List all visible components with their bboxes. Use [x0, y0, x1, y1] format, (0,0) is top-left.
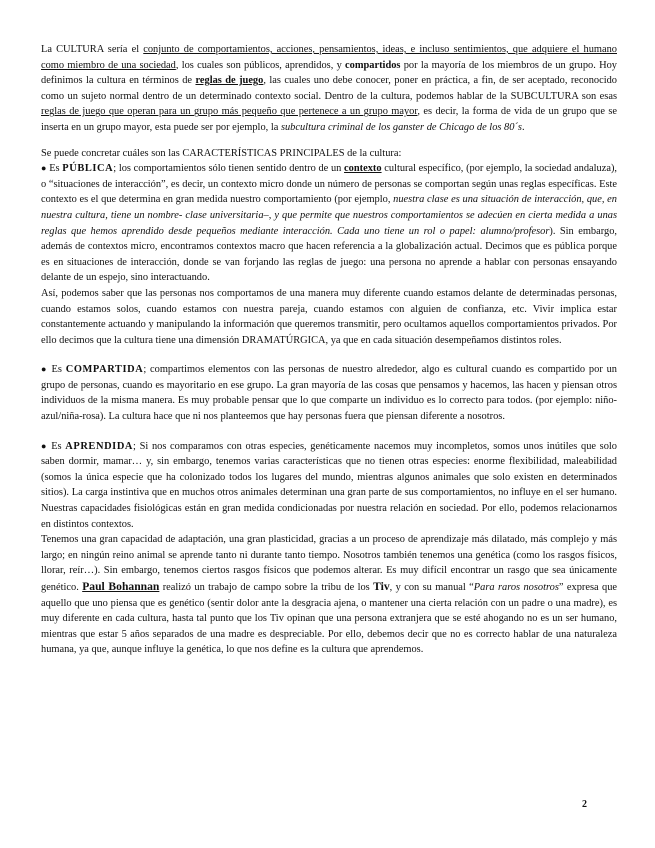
- publica-example: nuestra clase es una situación de interacción, que, en nuestra cultura, tiene un nombre- clase universitaria–, y que permite que nuestros comportamientos se adecúen en cierta medida a unas reglas que hemos aprendido desde pequeños mediante interacción. Cada uno tiene un rol o papel: alumno/profesor: [41, 194, 617, 237]
- text-span: Es: [46, 163, 63, 175]
- author-name: Paul Bohannan: [82, 580, 160, 593]
- characteristics-intro: Se puede concretar cuáles son las CARACTERÍSTICAS PRINCIPALES de la cultura:: [41, 147, 402, 159]
- keyword-compartida: COMPARTIDA: [65, 364, 144, 376]
- section-publica: [41, 161, 617, 286]
- text-span: por la mayoría de los miembros de un grupo. Hoy definimos la cultura en términos de: [41, 59, 617, 87]
- bullet-icon: ●: [41, 440, 48, 451]
- keyword-reglas-de-juego: reglas de juego: [195, 75, 264, 87]
- page-number: 2: [582, 799, 587, 810]
- text-span: realizó un trabajo de campo sobre la tribu de los: [159, 582, 374, 593]
- bullet-icon: ●: [41, 163, 47, 174]
- text-span: , los cuales son públicos, aprendidos, y: [175, 59, 346, 71]
- text-span: ; compartimos elementos con las personas de nuestro alrededor, algo es cultural cuando es compartido por un grupo de personas, cuando es mayoritario en ese grupo. La gran mayoría de las cosas que pensamos y hacemos, las hacen y piensan otros individuos de la misma manera. Es muy probable pensar que lo que comparte un individuo es lo correcto para todos. (por ejemplo: niño-azul/niña-rosa). La cultura hace que ni nos planteemos que hay personas fuera que piensan diferente a nosotros.: [41, 364, 617, 423]
- bullet-icon: ●: [41, 364, 48, 375]
- text-span: , y con su manual “: [389, 582, 474, 593]
- text-span: , es decir, la forma de vida de un grupo que se inserta en un grupo mayor, esta puede ser por ejemplo, la: [41, 106, 617, 133]
- document-body: [41, 42, 617, 658]
- intro-paragraph: [41, 42, 617, 136]
- tribe-name: Tiv: [373, 580, 390, 593]
- section-aprendida: [41, 439, 617, 533]
- text-span: La CULTURA sería el: [41, 44, 144, 55]
- keyword-aprendida: APRENDIDA: [65, 440, 134, 452]
- section-compartida: [41, 362, 617, 424]
- keyword-compartidos: compartidos: [345, 59, 401, 71]
- text-span: Tenemos una gran capacidad de adaptación, una gran plasticidad, gracias a un proceso de aprendizaje más dilatado, más complejo y más largo; en ningún reino animal se aprende tanto ni durante tanto tiempo. Nosotros también tenemos una genética (como los rasgos físicos, llorar, reír…). Sin embargo, tenemos ciertos rasgos físicos que podemos alterar. Es muy difícil encontrar un rasgo que sea únicamente genético.: [41, 534, 617, 593]
- text-span: .: [521, 121, 525, 133]
- manual-title: Para raros nosotros: [473, 582, 559, 593]
- culture-definition: conjunto de comportamientos, acciones, pensamientos, ideas, e incluso sentimientos, que adquiere el humano como miembro de una sociedad: [41, 44, 617, 71]
- subculture-example: subcultura criminal de los ganster de Chicago de los 80´s: [280, 121, 522, 133]
- text-span: , las cuales uno debe conocer, poner en práctica, a fin, de ser aceptado, reconocido como un sujeto normal dentro de un determinado contexto social. Dentro de la cultura, podemos hablar de la SUBCULTURA son esas: [41, 75, 618, 102]
- aprendida-paragraph-2: [41, 532, 617, 658]
- text-span: cultural específico, (por ejemplo, la sociedad andaluza), o “situaciones de interacción”, es decir, un contexto micro donde un número de personas se comportan según unas reglas específicas. Este contexto es el que determina en gran medida nuestro comportamiento (por ejemplo,: [41, 163, 618, 206]
- publica-paragraph-2: Así, podemos saber que las personas nos comportamos de una manera muy diferente cuando estamos delante de determinadas personas, cuando estamos solos, cuando estamos con nuestra pareja, cuando estamos con alguien de confianza, etc. Vivir implica estar constantemente actuando y manipulando la información que queremos transmitir, pero ocultamos aquellos comportamientos privados. Por ello decimos que la cultura tiene una dimensión DRAMATÚRGICA, ya que en cada situación desempeñamos distintos roles.: [41, 287, 617, 346]
- keyword-publica: PÚBLICA: [62, 163, 114, 175]
- text-span: ; los comportamientos sólo tienen sentido dentro de un: [113, 163, 345, 175]
- subculture-definition: reglas de juego que operan para un grupo más pequeño que pertenece a un grupo mayor: [41, 106, 418, 118]
- text-span: Es: [47, 364, 66, 376]
- text-span: ; Si nos comparamos con otras especies, genéticamente nacemos muy incompletos, somos unos inútiles que solo saben dormir, mamar… y, sin embargo, tenemos varias características que no tienen otras especies: enorme flexibilidad, maleabilidad (somos la única especie que ha colonizado todos los lugares del mundo, mientras algunos animales que solo existen en determinados sitios). La carga instintiva que en muchos otros animales determinan una gran parte de sus comportamientos, no influye en el ser humano. Nuestras capacidades fisiológicas están en gran medida condicionadas por nuestra relación en sociedad. Por ello, podemos relacionarnos en distintos contextos.: [41, 440, 618, 530]
- text-span: Es: [47, 440, 66, 452]
- text-span: ). Sin embargo, además de contextos micro, encontramos contextos macro que hacen referencia a la globalización actual. Decimos que es pública porque es en situaciones de interacción, donde se van forjando las reglas de juego: una persona no aprende a hablar con personas ensayando delante de un espejo, sino interactuando.: [41, 225, 617, 284]
- text-span: ” expresa que aquello que uno piensa que es genético (sentir dolor ante la desgracia ajena, o mantener una cierta relación con un padre o una madre), es muy diferente en cada cultura, hasta tal punto que los Tiv opinan que una persona extranjera que se esté ahogando no es un ser humano, mientras que estar 5 años separados de una madre es despreciable. Por ello, debemos decir que no es correcto hablar de una naturaleza humana, ya que, aunque influye la genética, lo que nos define es la cultura que aprendemos.: [41, 582, 617, 656]
- keyword-contexto: contexto: [344, 163, 382, 175]
